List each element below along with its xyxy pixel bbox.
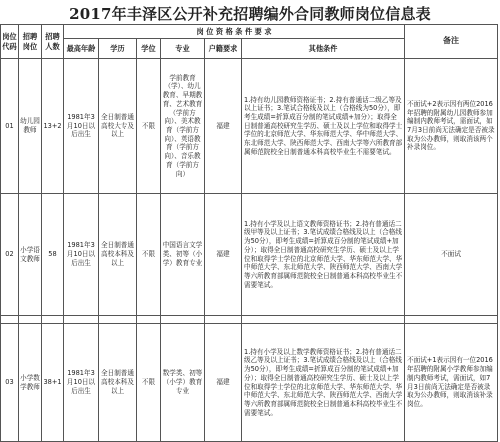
cell-age: 1981年3月10日以后出生 bbox=[64, 324, 99, 442]
cell-hukou: 福建 bbox=[205, 194, 242, 316]
header-group: 岗 位 资 格 条 件 要 求 bbox=[64, 25, 405, 39]
header-code: 岗位代码 bbox=[1, 25, 19, 59]
cell-hukou: 福建 bbox=[205, 59, 242, 194]
cell-other: 1.持有小学及以上数学教师资格证书；2.持有普通话二级乙等及以上证书；3.笔试成绩合格线及以上（合格线为50分），即考生成绩=折算成百分制的笔试成绩+加分）；取得全日制普通高校研究生学历、硕士及以上学位和取得学士学位的北京师范大学、华东师范大学、华中师范大学、东北师范大学、陕西师范大学、西南大学等六所教育部属师范院校全日制普通本科高校毕业生不需要笔试。 bbox=[242, 324, 405, 442]
header-hukou: 户籍要求 bbox=[205, 39, 242, 59]
cell-age: 1981年3月10日以后出生 bbox=[64, 194, 99, 316]
header-remark: 备注 bbox=[405, 25, 498, 59]
cell-degree: 不限 bbox=[137, 194, 161, 316]
cell-edu: 全日制普通高校大专及以上 bbox=[99, 59, 137, 194]
cell-major: 数学类、初等（小学）教育专业 bbox=[161, 324, 205, 442]
header-age: 最高年龄 bbox=[64, 39, 99, 59]
table-row bbox=[1, 324, 498, 442]
cell-edu: 全日制普通高校本科及以上 bbox=[99, 194, 137, 316]
header-major: 专业 bbox=[161, 39, 205, 59]
cell-other: 1.持有幼儿园教师资格证书；2.持有普通话二级乙等及以上证书；3.笔试合格线及以上（合格线为50分），即考生成绩=折算成百分制的笔试成绩+加分）；取得全日制普通高校研究生学历、硕士及以上学位和取得学士学位的北京师范大学、华东师范大学、华中师范大学、东北师范大学、陕西师范大学、西南大学等六所教育部属师范院校全日制普通本科高校毕业生不需要笔试。 bbox=[242, 59, 405, 194]
page-title: 2017年丰泽区公开补充招聘编外合同教师岗位信息表 bbox=[69, 5, 431, 23]
cell-degree: 不限 bbox=[137, 324, 161, 442]
cell-remark: 不面试+2表示因有两位2016年招聘的附属幼儿园教师参加编制内教师考试，需面试，如7月3日前尚无法确定是否被录取为公办教师，则取消该两个补录岗位。 bbox=[405, 59, 498, 194]
cell-count: 13+2 bbox=[42, 59, 64, 194]
cell-major: 学前教育（学）、幼儿教育、早期教育、艺术教育（学前方向）、美术教育（学前方向）、英语教育（学前方向）、音乐教育（学前方向） bbox=[161, 59, 205, 194]
cell-other: 1.持有小学及以上语文教师资格证书；2.持有普通话二级甲等及以上证书；3.笔试成绩合格线及以上（合格线为50分），即考生成绩=折算成百分制的笔试成绩+加分）；取得全日制普通高校研究生学历、硕士及以上学位和取得学士学位的北京师范大学、华东师范大学、华中师范大学、东北师范大学、陕西师范大学、西南大学等六所教育部属师范院校全日制普通本科高校毕业生不需要笔试。 bbox=[242, 194, 405, 316]
header-other: 其他条件 bbox=[242, 39, 405, 59]
cell-code: 02 bbox=[1, 194, 19, 316]
cell-code: 01 bbox=[1, 59, 19, 194]
cell-major: 中国语言文学类、初等（小学）教育专业 bbox=[161, 194, 205, 316]
cell-code: 03 bbox=[1, 324, 19, 442]
cell-remark: 不面试+1表示因有一位2016年招聘的附属小学教师参加编制内教师考试，需面试，如7月3日前尚无法确定是否被录取为公办教师，则取消该补录岗位。 bbox=[405, 324, 498, 442]
cell-edu: 全日制普通高校本科及以上 bbox=[99, 324, 137, 442]
positions-table bbox=[0, 24, 498, 442]
header-count: 招聘人数 bbox=[42, 25, 64, 59]
cell-post: 小学语文教师 bbox=[19, 194, 42, 316]
cell-count: 58 bbox=[42, 194, 64, 316]
cell-post: 小学数学教师 bbox=[19, 324, 42, 442]
header-degree: 学位 bbox=[137, 39, 161, 59]
cell-age: 1981年3月10日以后出生 bbox=[64, 59, 99, 194]
cell-hukou: 福建 bbox=[205, 324, 242, 442]
table-row bbox=[1, 59, 498, 194]
header-edu: 学历 bbox=[99, 39, 137, 59]
cell-remark: 不面试 bbox=[405, 194, 498, 316]
cell-post: 幼儿园教师 bbox=[19, 59, 42, 194]
header-post: 招聘岗位 bbox=[19, 25, 42, 59]
cell-count: 38+1 bbox=[42, 324, 64, 442]
cell-degree: 不限 bbox=[137, 59, 161, 194]
table-row bbox=[1, 194, 498, 316]
